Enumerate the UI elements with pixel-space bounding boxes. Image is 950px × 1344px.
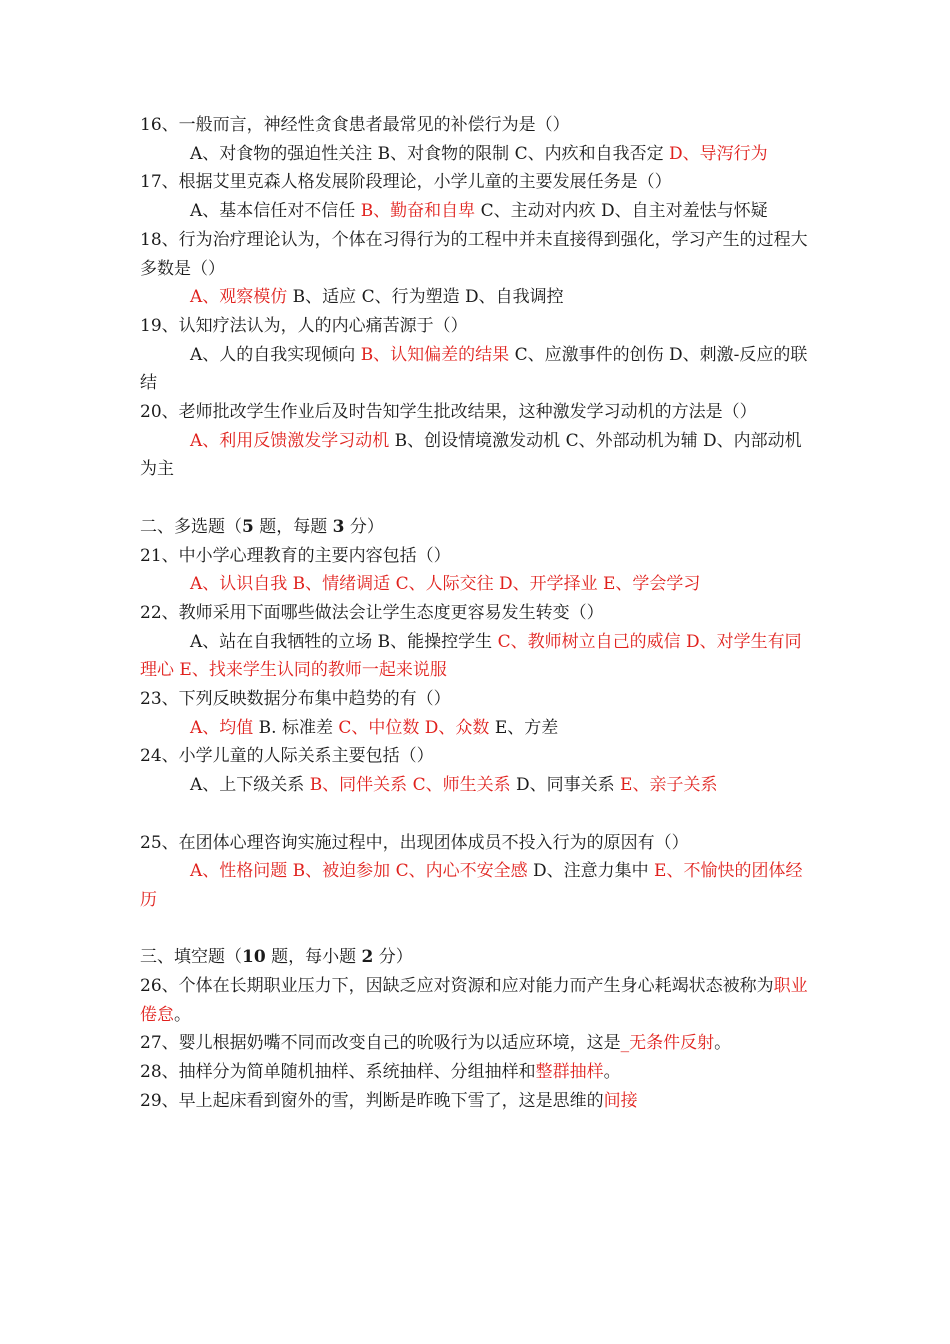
question-text xyxy=(140,513,812,542)
question-text xyxy=(140,742,812,771)
text-run: A、基本信任对不信任 xyxy=(190,201,361,222)
text-run: 。 xyxy=(714,1033,732,1054)
text-run: 20、老师批改学生作业后及时告知学生批改结果，这种激发学习动机的方法是（） xyxy=(140,402,757,423)
question-text xyxy=(140,168,812,197)
text-run: 29、早上起床看到窗外的雪，判断是昨晚下雪了，这是思维的 xyxy=(140,1090,604,1111)
text-run: A、上下级关系 xyxy=(190,775,310,796)
text-run: 分） xyxy=(373,947,413,968)
answer-text: A、利用反馈激发学习动机 xyxy=(190,430,390,451)
text-run: 10 xyxy=(242,947,266,968)
text-run: 题，每小题 xyxy=(265,947,362,968)
text-run: 分） xyxy=(344,516,384,537)
text-run: 三、填空题（ xyxy=(140,947,242,968)
text-run: 3 xyxy=(332,516,345,537)
answer-text: E、不愉快的团体经历 xyxy=(140,861,803,910)
question-text xyxy=(140,829,812,858)
blank-line xyxy=(140,800,812,829)
text-run: A、人的自我实现倾向 xyxy=(190,344,361,365)
answer-text: 间接 xyxy=(603,1090,638,1111)
text-run: A、对食物的强迫性关注 B、对食物的限制 C、内疚和自我否定 xyxy=(190,143,669,164)
answer-text: B、勤奋和自卑 xyxy=(360,201,476,222)
answer-text: E、亲子关系 xyxy=(620,775,718,796)
answer-text: A、认识自我 B、情绪调适 C、人际交往 D、开学择业 E、学会学习 xyxy=(190,574,701,595)
answer-text: A、性格问题 B、被迫参加 C、内心不安全感 xyxy=(190,861,528,882)
question-text xyxy=(140,1029,812,1058)
text-run: 26、个体在长期职业压力下，因缺乏应对资源和应对能力而产生身心耗竭状态被称为 xyxy=(140,976,774,997)
text-run: 23、下列反映数据分布集中趋势的有（） xyxy=(140,689,451,710)
answer-text: _无条件反射 xyxy=(620,1033,715,1054)
answer-options xyxy=(140,771,812,800)
answer-text: D、导泻行为 xyxy=(669,143,768,164)
text-run: 25、在团体心理咨询实施过程中，出现团体成员不投入行为的原因有（） xyxy=(140,832,689,853)
question-text xyxy=(140,599,812,628)
text-run: 题，每题 xyxy=(253,516,333,537)
answer-options xyxy=(140,427,812,484)
text-run: 19、认知疗法认为，人的内心痛苦源于（） xyxy=(140,315,468,336)
question-text xyxy=(140,542,812,571)
question-text xyxy=(140,685,812,714)
text-run: D、注意力集中 xyxy=(527,861,655,882)
text-run: D、同事关系 xyxy=(510,775,621,796)
document-page xyxy=(140,111,812,1116)
text-run: 5 xyxy=(242,516,254,537)
answer-options xyxy=(140,140,812,169)
answer-options xyxy=(140,857,812,914)
question-text xyxy=(140,1087,812,1116)
answer-text: A、均值 xyxy=(190,717,254,738)
question-text xyxy=(140,398,812,427)
question-text xyxy=(140,943,812,972)
question-text xyxy=(140,226,812,283)
answer-options xyxy=(140,283,812,312)
answer-options xyxy=(140,341,812,398)
question-text xyxy=(140,111,812,140)
answer-text: B、同伴关系 C、师生关系 xyxy=(309,775,511,796)
text-run: 17、根据艾里克森人格发展阶段理论，小学儿童的主要发展任务是（） xyxy=(140,172,672,193)
text-run: 二、多选题（ xyxy=(140,516,242,537)
answer-options xyxy=(140,714,812,743)
text-run: 21、中小学心理教育的主要内容包括（） xyxy=(140,545,451,566)
answer-options xyxy=(140,197,812,226)
text-run: 2 xyxy=(361,947,374,968)
answer-options xyxy=(140,570,812,599)
text-run: 16、一般而言，神经性贪食患者最常见的补偿行为是（） xyxy=(140,115,570,135)
text-run: A、站在自我牺牲的立场 B、能操控学生 xyxy=(190,631,498,652)
text-run: 27、婴儿根据奶嘴不同而改变自己的吮吸行为以适应环境，这是 xyxy=(140,1033,621,1054)
text-run: 。 xyxy=(174,1004,191,1025)
text-run: C、主动对内疚 D、自主对羞怯与怀疑 xyxy=(475,201,768,222)
text-run: B、创设情境激发动机 C、外部动机为辅 D、内部动机为主 xyxy=(140,430,802,480)
text-run: 24、小学儿童的人际关系主要包括（） xyxy=(140,746,434,767)
answer-text: B、认知偏差的结果 xyxy=(360,344,510,365)
text-run: E、方差 xyxy=(489,717,559,738)
text-run: 18、行为治疗理论认为，个体在习得行为的工程中并未直接得到强化，学习产生的过程大多数是（） xyxy=(140,229,808,279)
answer-text: 职业倦怠 xyxy=(140,976,808,1025)
answer-options xyxy=(140,628,812,685)
text-run: 。 xyxy=(603,1062,621,1083)
answer-text: A、观察模仿 xyxy=(190,287,288,308)
text-run: 28、抽样分为简单随机抽样、系统抽样、分组抽样和 xyxy=(140,1062,536,1083)
answer-text: 整群抽样 xyxy=(535,1062,604,1083)
answer-text: C、中位数 D、众数 xyxy=(338,717,490,738)
text-run: C、应激事件的创伤 D、刺激-反应的联结 xyxy=(140,344,808,394)
answer-text: C、教师树立自己的威信 D、对学生有同理心 E、找来学生认同的教师一起来说服 xyxy=(140,631,802,681)
text-run: B. 标准差 xyxy=(253,717,339,738)
question-text xyxy=(140,972,812,1029)
question-text xyxy=(140,1058,812,1087)
text-run: 22、教师采用下面哪些做法会让学生态度更容易发生转变（） xyxy=(140,602,604,623)
question-text xyxy=(140,312,812,341)
blank-line xyxy=(140,484,812,513)
text-run: B、适应 C、行为塑造 D、自我调控 xyxy=(287,287,564,308)
blank-line xyxy=(140,915,812,944)
